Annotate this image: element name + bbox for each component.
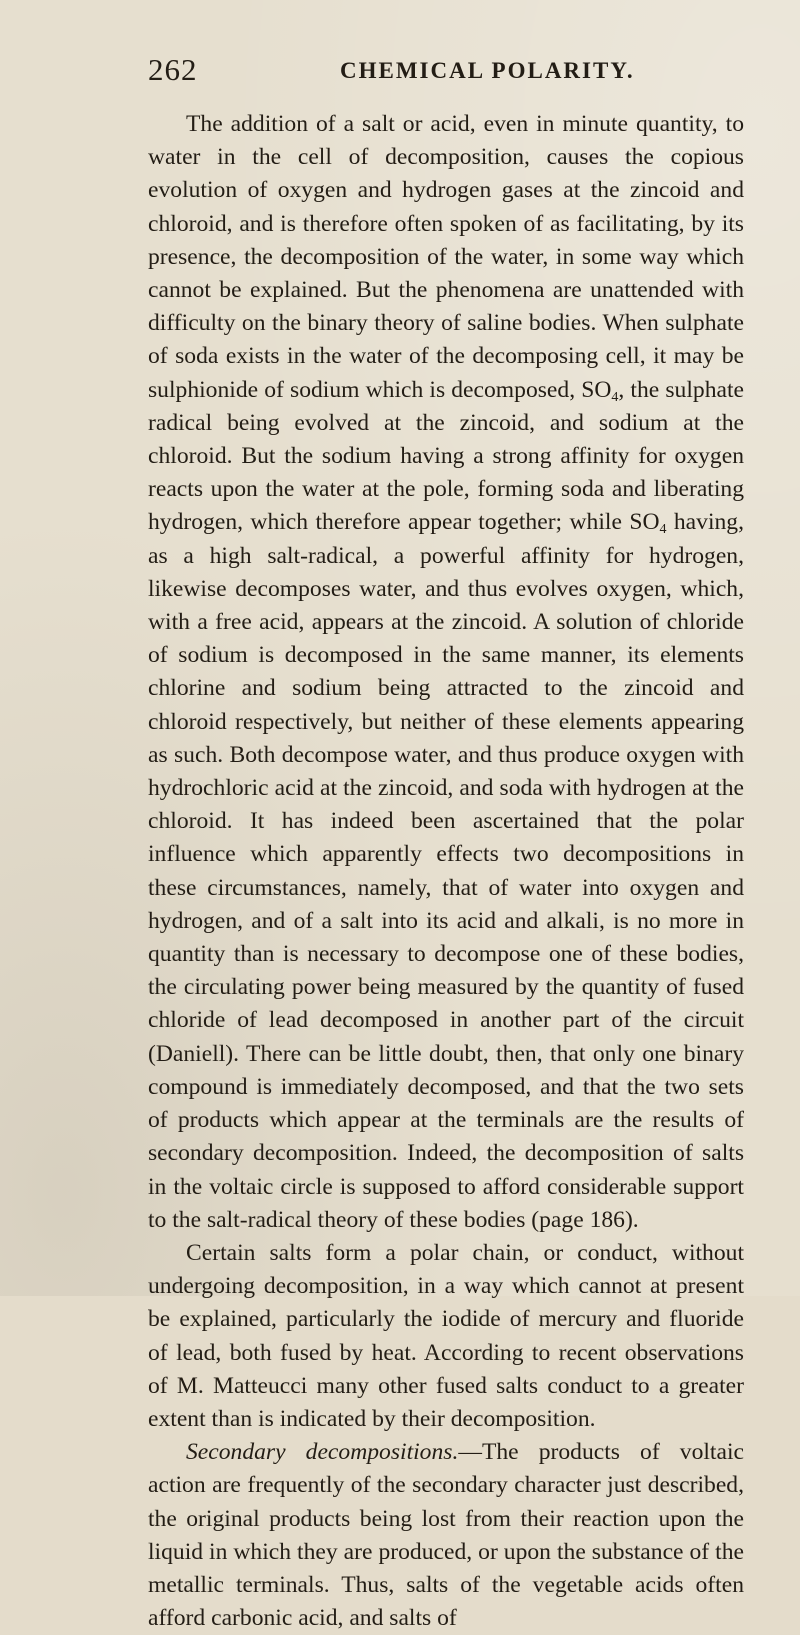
body-text <box>148 108 744 1635</box>
subscript-4: 4 <box>659 522 667 538</box>
running-head: CHEMICAL POLARITY. <box>340 58 635 83</box>
paragraph-text: —The products of voltaic action are frequently of the secondary character just described, the original products being lost from their reaction upon the liquid in which they are produced, or upon the substance of the metallic terminals. Thus, salts of the vegetable acids often afford carbonic acid, and salts of <box>148 1439 744 1632</box>
page-header <box>148 52 744 92</box>
paragraph-polar-chain: Certain salts form a polar chain, or conduct, without undergoing decomposition, in a way which cannot at present be explained, particularly the iodide of mercury and fluoride of lead, both fused by heat. According to recent observations of M. Matteucci many other fused salts conduct to a greater extent than is indicated by their decomposition. <box>148 1239 744 1432</box>
subscript-4: 4 <box>611 389 619 405</box>
paragraph-text-part-1: The addition of a salt or acid, even in minute quantity, to water in the cell of decomposition, causes the copious evolution of oxygen and hydrogen gases at the zincoid and chloroid, and is therefore often spoken of as facilitating, by its presence, the decomposition of the water, in some way which cannot be explained. But the phenomena are unattended with difficulty on the binary theory of saline bodies. When sulphate of soda exists in the water of the decomposing cell, it may be sulphionide of sodium which is decomposed, SO <box>148 111 744 403</box>
paragraph-electrolysis-of-salts <box>148 108 744 1237</box>
section-title: Secondary decompositions. <box>186 1439 459 1466</box>
page-number: 262 <box>148 52 198 87</box>
paragraph-secondary-decompositions <box>148 1436 744 1635</box>
paragraph-text-part-2: , the sulphate radical being evolved at the zincoid, and sodium at the chloroid. But the sodium having a strong affinity for oxygen reacts upon the water at the pole, forming soda and liberating hydrogen, which therefore appear together; while SO <box>148 376 744 536</box>
paragraph-text-part-3: having, as a high salt-radical, a powerful affinity for hydrogen, likewise decomposes water, and thus evolves oxygen, which, with a free acid, appears at the zincoid. A solution of chloride of sodium is decomposed in the same manner, its elements chlorine and sodium being attracted to the zincoid and chloroid respectively, but neither of these elements appearing as such. Both decompose water, and thus produce oxygen with hydrochloric acid at the zincoid, and soda with hydrogen at the chloroid. It has indeed been ascertained that the polar influence which apparently effects two decompositions in these circumstances, namely, that of water into oxygen and hydrogen, and of a salt into its acid and alkali, is no more in quantity than is necessary to decompose one of these bodies, the circulating power being measured by the quantity of fused chloride of lead decomposed in another part of the circuit (Daniell). There can be little doubt, then, that only one binary compound is immediately decomposed, and that the two sets of products which appear at the terminals are the results of secondary decomposition. Indeed, the decomposition of salts in the voltaic circle is supposed to afford considerable support to the salt-radical theory of these bodies (page 186). <box>148 509 744 1233</box>
